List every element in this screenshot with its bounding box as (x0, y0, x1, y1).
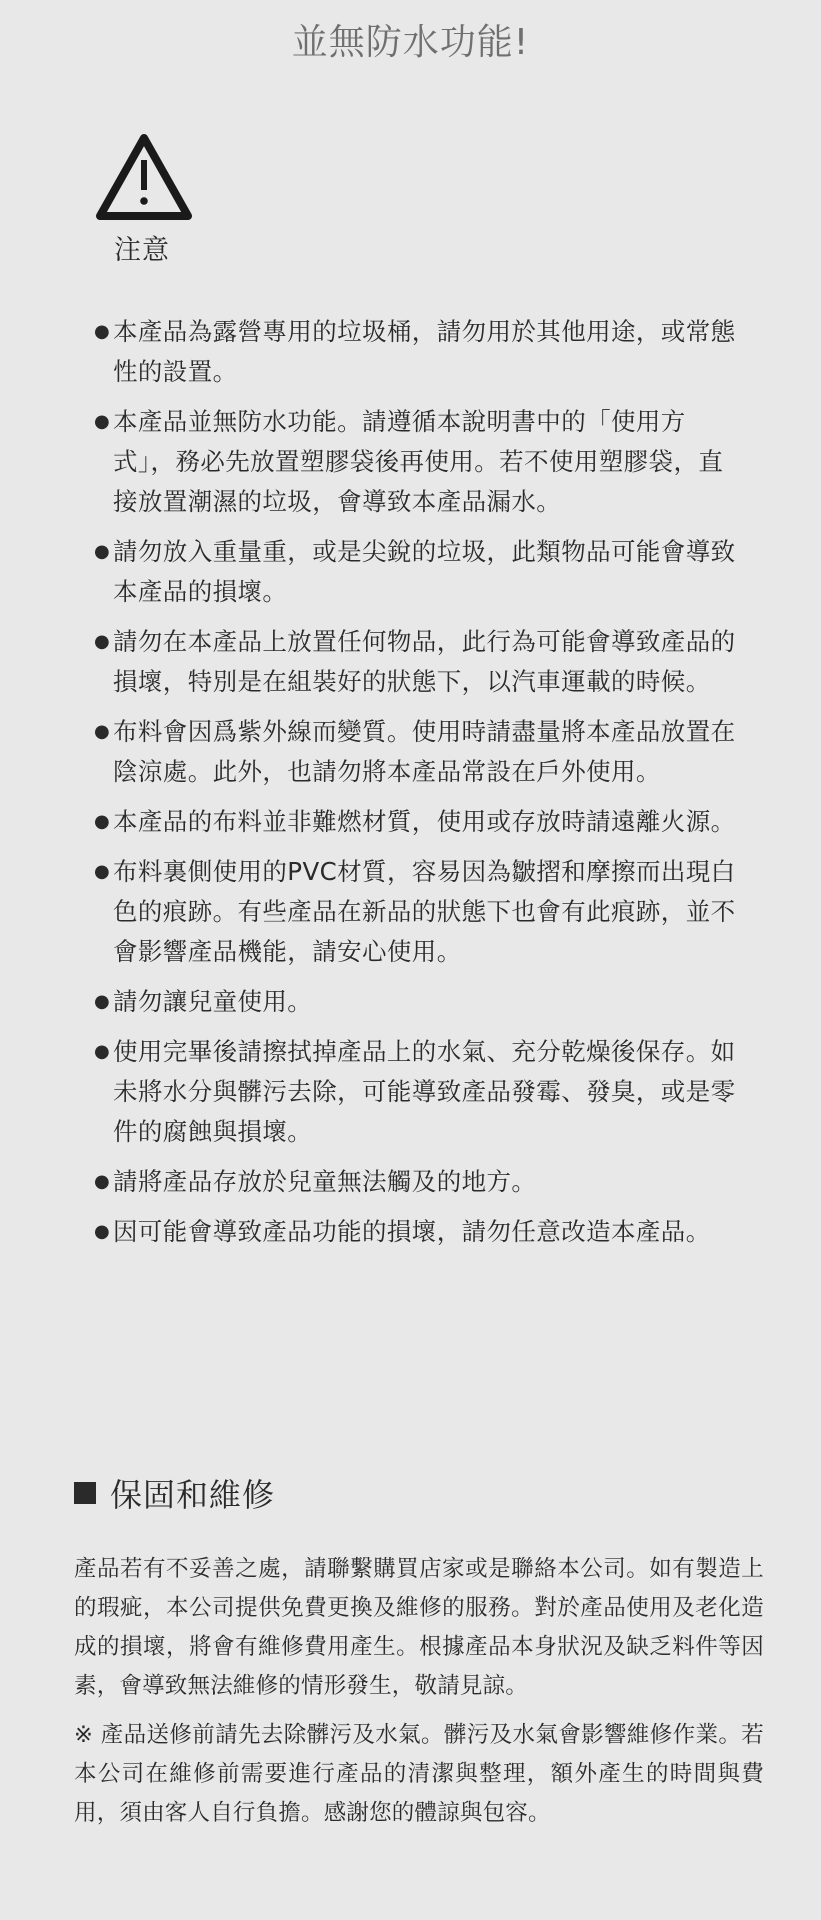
caution-note (92, 982, 742, 1022)
bullet-icon: ● (94, 991, 111, 1012)
bullet-icon: ● (94, 721, 111, 742)
caution-note (92, 712, 742, 792)
warranty-note-paragraph: ※ 產品送修前請先去除髒污及水氣。髒污及水氣會影響維修作業。若本公司在維修前需要進行產品的清潔與整理，額外產生的時間與費用，須由客人自行負擔。感謝您的體諒與包容。 (74, 1722, 764, 1826)
caution-note (92, 532, 742, 612)
bullet-icon: ● (94, 1221, 111, 1242)
caution-note (92, 1212, 742, 1252)
warranty-heading (74, 1470, 764, 1516)
caution-note-text: 本產品的布料並非難燃材質，使用或存放時請遠離火源。 (113, 807, 736, 836)
bullet-icon: ● (94, 861, 111, 882)
caution-note (92, 852, 742, 972)
bullet-icon: ● (94, 1041, 111, 1062)
bullet-icon: ● (94, 541, 111, 562)
bullet-icon: ● (94, 1171, 111, 1192)
caution-notes-list (92, 312, 742, 1262)
caution-note (92, 312, 742, 392)
top-line-text: 並無防水功能! (291, 22, 530, 63)
warranty-heading-text: 保固和維修 (110, 1476, 276, 1514)
caution-note-text: 布料裏側使用的PVC材質，容易因為皺摺和摩擦而出現白色的痕跡。有些產品在新品的狀態下也會有此痕跡，並不會影響產品機能，請安心使用。 (113, 857, 736, 966)
bullet-icon: ● (94, 411, 111, 432)
caution-note (92, 802, 742, 842)
caution-note-text: 使用完畢後請擦拭掉產品上的水氣、充分乾燥後保存。如未將水分與髒污去除，可能導致產品發霉、發臭，或是零件的腐蝕與損壞。 (113, 1037, 736, 1146)
caution-note-text: 請勿在本產品上放置任何物品，此行為可能會導致產品的損壞，特別是在組裝好的狀態下，以汽車運載的時候。 (113, 627, 736, 696)
caution-note-text: 本產品並無防水功能。請遵循本說明書中的「使用方式」，務必先放置塑膠袋後再使用。若不使用塑膠袋，直接放置潮濕的垃圾，會導致本產品漏水。 (113, 407, 724, 516)
bullet-icon: ● (94, 811, 111, 832)
caution-label: 注意 (114, 235, 170, 266)
caution-note (92, 1162, 742, 1202)
warranty-paragraph: 產品若有不妥善之處，請聯繫購買店家或是聯絡本公司。如有製造上的瑕疵，本公司提供免費更換及維修的服務。對於產品使用及老化造成的損壞，將會有維修費用產生。根據產品本身狀況及缺乏料件等因素，會導致無法維修的情形發生，敬請見諒。 (74, 1556, 764, 1699)
caution-note-text: 請將產品存放於兒童無法觸及的地方。 (113, 1167, 537, 1196)
bullet-icon: ● (94, 631, 111, 652)
warranty-section (74, 1470, 764, 1843)
caution-note-text: 因可能會導致產品功能的損壞，請勿任意改造本產品。 (113, 1217, 711, 1246)
caution-note-text: 本產品為露營專用的垃圾桶，請勿用於其他用途，或常態性的設置。 (113, 317, 736, 386)
bullet-icon: ● (94, 321, 111, 342)
caution-note-text: 請勿放入重量重，或是尖銳的垃圾，此類物品可能會導致本產品的損壞。 (113, 537, 736, 606)
square-bullet-icon (74, 1482, 96, 1504)
caution-note-text: 布料會因爲紫外線而變質。使用時請盡量將本產品放置在陰涼處。此外，也請勿將本產品常設在戶外使用。 (113, 717, 736, 786)
warning-triangle-icon (94, 132, 194, 224)
caution-note (92, 1032, 742, 1152)
caution-block (94, 132, 194, 266)
caution-note (92, 402, 742, 522)
caution-note-text: 請勿讓兒童使用。 (113, 987, 313, 1016)
caution-note (92, 622, 742, 702)
